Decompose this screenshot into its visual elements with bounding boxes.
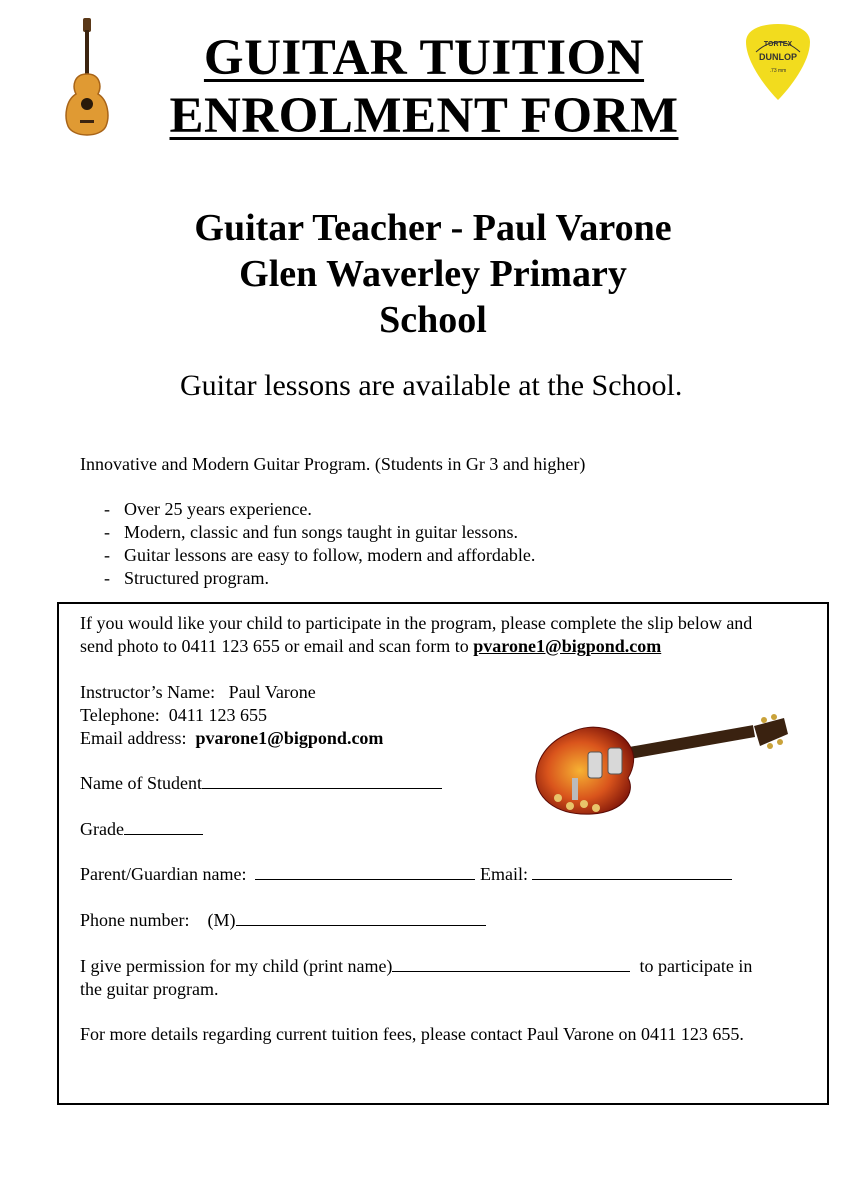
student-name-label: Name of Student — [80, 773, 202, 793]
grade-label: Grade — [80, 819, 124, 839]
instructor-name: Instructor’s Name: Paul Varone — [80, 682, 316, 702]
instructor-telephone: Telephone: 0411 123 655 — [80, 705, 268, 725]
parent-email-label: Email: — [479, 864, 528, 884]
form-title-line1: GUITAR TUITION — [203, 30, 645, 86]
permission-line2: the guitar program. — [80, 979, 219, 999]
form-intro-line2: send photo to 0411 123 655 or email and scan form to pvarone1@bigpond.com — [80, 636, 662, 656]
permission-name-field[interactable] — [392, 955, 630, 972]
school-heading-line1: Glen Waverley Primary — [239, 253, 627, 295]
pick-brand: DUNLOP — [759, 52, 797, 62]
grade-row — [80, 818, 203, 841]
permission-row: I give permission for my child (print name) to participate in — [80, 956, 753, 976]
parent-email-field[interactable] — [532, 863, 732, 880]
phone-row — [80, 909, 486, 932]
phone-field[interactable] — [236, 909, 486, 926]
list-item: - Guitar lessons are easy to follow, modern and affordable. — [104, 545, 536, 565]
phone-label: Phone number: — [80, 910, 190, 930]
teacher-heading: Guitar Teacher - Paul Varone — [194, 207, 672, 249]
student-name-row — [80, 772, 442, 795]
instructor-email: Email address: pvarone1@bigpond.com — [80, 728, 384, 748]
phone-mobile-label: (M) — [207, 910, 236, 930]
form-intro-line1: If you would like your child to participate in the program, please complete the slip below and — [80, 613, 753, 633]
fees-note: For more details regarding current tuition fees, please contact Paul Varone on 0411 123 655. — [80, 1024, 744, 1044]
list-item: - Structured program. — [104, 568, 269, 588]
form-title-line2: ENROLMENT FORM — [169, 88, 679, 144]
list-item: - Over 25 years experience. — [104, 499, 312, 519]
parent-name-label: Parent/Guardian name: — [80, 864, 247, 884]
feature-list — [104, 498, 535, 590]
pick-brand-top: TORTEX — [763, 41, 793, 48]
parent-row — [80, 863, 732, 886]
student-name-field[interactable] — [202, 772, 442, 789]
parent-name-field[interactable] — [255, 863, 475, 880]
intro-email-link[interactable]: pvarone1@bigpond.com — [473, 636, 662, 656]
lead-text: Guitar lessons are available at the School. — [180, 369, 683, 402]
school-heading-line2: School — [379, 299, 487, 341]
grade-field[interactable] — [124, 818, 203, 835]
list-item: - Modern, classic and fun songs taught in guitar lessons. — [104, 522, 518, 542]
program-intro: Innovative and Modern Guitar Program. (Students in Gr 3 and higher) — [80, 454, 586, 474]
pick-size: .73 mm — [769, 68, 787, 74]
electric-guitar-icon — [532, 712, 790, 818]
